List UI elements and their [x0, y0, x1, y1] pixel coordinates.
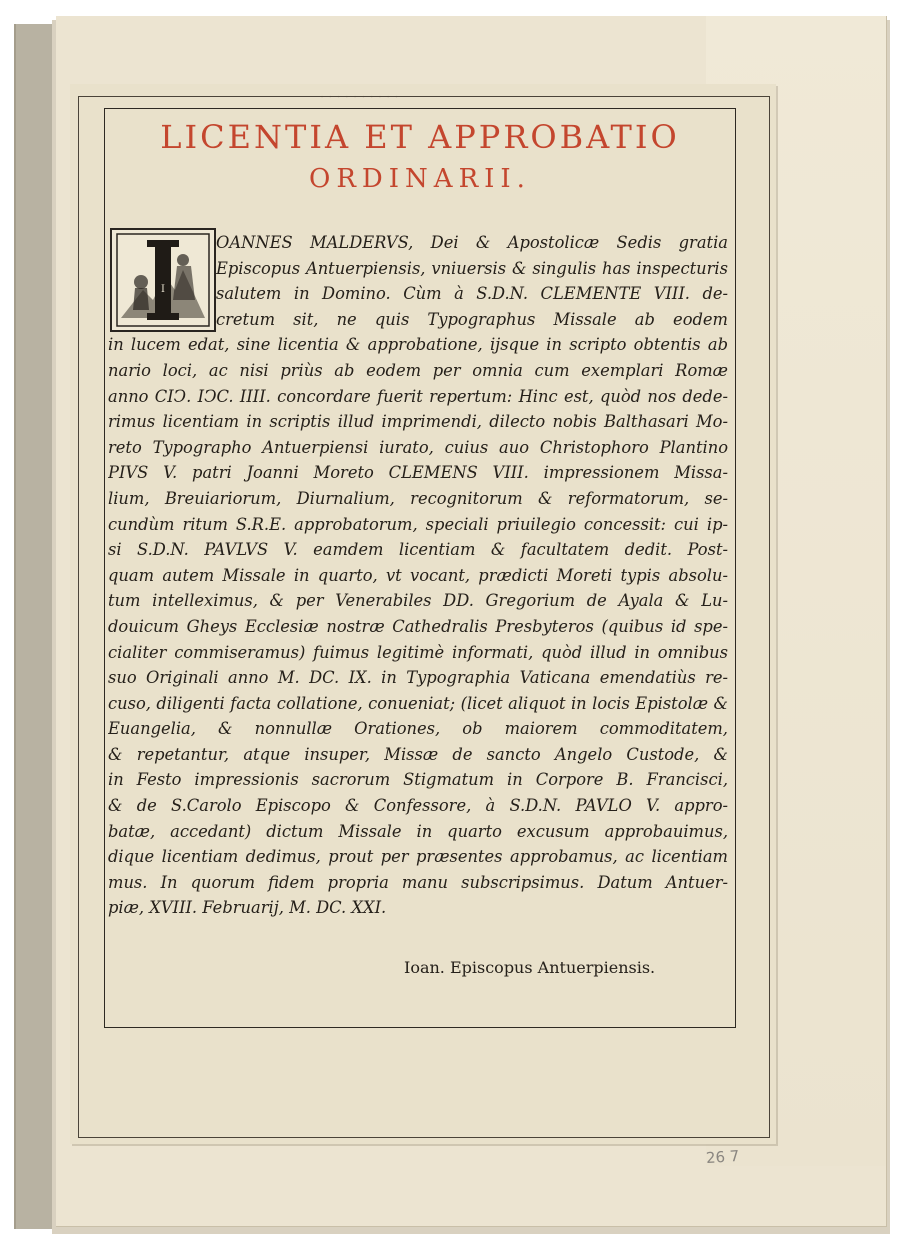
- title-line-1: LICENTIA ET APPROBATIO: [160, 118, 680, 156]
- svg-text:I: I: [161, 284, 165, 295]
- text-line: rimus licentiam in scriptis illud imprimendi, dilecto nobis Balthasari Mo-: [108, 412, 728, 432]
- text-line: tum intelleximus, & per Venerabiles DD. Gregorium de Ayala & Lu-: [108, 591, 728, 611]
- text-line: dique licentiam dedimus, prout per præsentes approbamus, ac licentiam: [108, 847, 728, 867]
- pencil-note: 26 7: [705, 1146, 740, 1168]
- text-line: PIVS V. patri Joanni Moreto CLEMENS VIII. impressionem Missa-: [108, 463, 728, 483]
- text-line: cialiter commiseramus) fuimus legitimè informati, quòd illud in omnibus: [108, 642, 728, 662]
- text-line: quam autem Missale in quarto, vt vocant, prædicti Moreti typis absolu-: [108, 565, 728, 585]
- text-line: cuso, diligenti facta collatione, conueniat; (licet aliquot in locis Epistolæ &: [108, 693, 728, 713]
- text-line: nario loci, ac nisi priùs ab eodem per omnia cum exemplari Romæ: [108, 360, 728, 380]
- text-line: piæ, XVIII. Februarij, M. DC. XXI.: [108, 898, 387, 918]
- text-line: douicum Gheys Ecclesiæ nostræ Cathedralis Presbyteros (quibus id spe-: [108, 616, 728, 636]
- license-text: [108, 230, 728, 921]
- text-line: reto Typographo Antuerpiensi iurato, cuius auo Christophoro Plantino: [108, 437, 728, 457]
- text-line: batæ, accedant) dictum Missale in quarto excusum approbauimus,: [108, 821, 728, 841]
- text-line: salutem in Domino. Cùm à S.D.N. CLEMENTE VIII. de-: [216, 284, 728, 304]
- text-line: cundùm ritum S.R.E. approbatorum, speciali priuilegio concessit: cui ip-: [108, 514, 728, 534]
- text-line: mus. In quorum fidem propria manu subscripsimus. Datum Antuer-: [108, 872, 728, 892]
- text-line: & repetantur, atque insuper, Missæ de sancto Angelo Custode, &: [108, 744, 728, 764]
- text-line: anno CIↃ. IↃC. IIII. concordare fuerit repertum: Hinc est, quòd nos dede-: [108, 386, 728, 406]
- text-line: & de S.Carolo Episcopo & Confessore, à S.D.N. PAVLO V. appro-: [108, 796, 728, 816]
- text-line: suo Originali anno M. DC. IX. in Typographia Vaticana emendatiùs re-: [108, 668, 728, 688]
- text-line: si S.D.N. PAVLVS V. eamdem licentiam & facultatem dedit. Post-: [108, 540, 728, 560]
- text-line: in lucem edat, sine licentia & approbatione, ijsque in scripto obtentis ab: [108, 335, 728, 355]
- text-line: OANNES MALDERVS, Dei & Apostolicæ Sedis gratia: [216, 233, 728, 252]
- text-line: Episcopus Antuerpiensis, vniuersis & singulis has inspecturis: [216, 258, 728, 278]
- text-line: lium, Breuiariorum, Diurnalium, recognitorum & reformatorum, se-: [108, 488, 728, 508]
- text-line: Euangelia, & nonnullæ Orationes, ob maiorem commoditatem,: [108, 719, 728, 739]
- show-through-text: · · · · · · · · · ·: [320, 90, 399, 105]
- text-line: in Festo impressionis sacrorum Stigmatum in Corpore B. Francisci,: [108, 770, 728, 790]
- signature: Ioan. Episcopus Antuerpiensis.: [404, 958, 656, 977]
- text-line: cretum sit, ne quis Typographus Missale ab eodem: [216, 309, 728, 329]
- title-line-2: ORDINARII.: [309, 164, 531, 194]
